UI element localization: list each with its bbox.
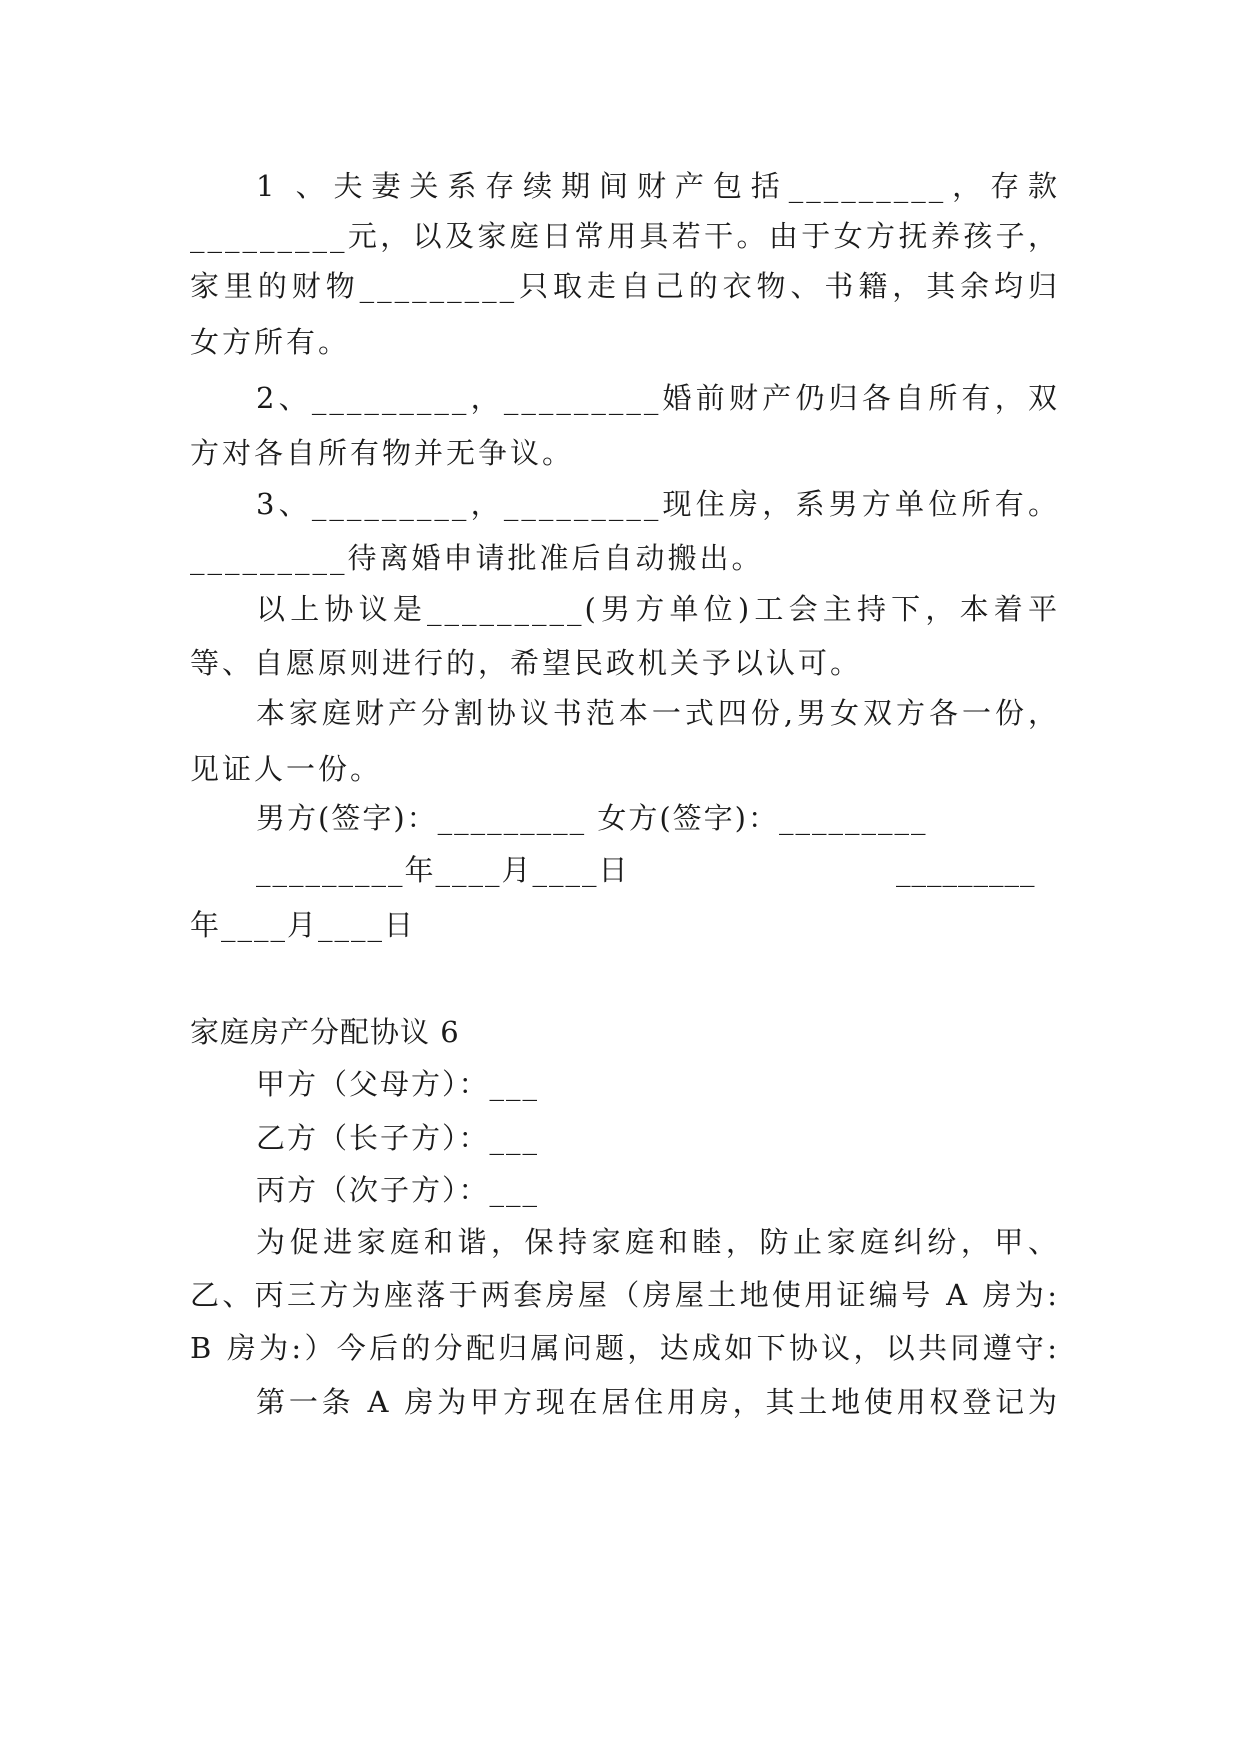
signature-line: 男方(签字)：_________ 女方(签字)：_________ [256,801,928,835]
text-line: 以上协议是_________(男方单位)工会主持下，本着平 [256,592,1060,626]
text-line: 3、_________，_________现住房，系男方单位所有。 [256,487,1060,521]
party-line: 甲方（父母方）：___ [256,1067,540,1101]
text-line: 乙、丙三方为座落于两套房屋（房屋土地使用证编号 A 房为: [190,1278,1060,1312]
text-line: 等、自愿原则进行的，希望民政机关予以认可。 [190,646,863,680]
text-line: 家里的财物_________只取走自己的衣物、书籍，其余均归 [190,269,1060,303]
text-line: 第一条 A 房为甲方现在居住用房，其土地使用权登记为 [256,1385,1060,1419]
text-line: _________元，以及家庭日常用具若干。由于女方抚养孩子， [190,219,1060,253]
text-line: 1 、夫妻关系存续期间财产包括_________，存款 [256,169,1060,203]
date-blank: _________ [896,853,1036,887]
text-line: 见证人一份。 [190,752,383,786]
text-line: 本家庭财产分割协议书范本一式四份,男女双方各一份， [256,696,1060,730]
text-line: 为促进家庭和谐，保持家庭和睦，防止家庭纠纷，甲、 [256,1225,1060,1259]
text-line: _________待离婚申请批准后自动搬出。 [190,541,764,575]
text-line: 2、_________，_________婚前财产仍归各自所有，双 [256,381,1060,415]
text-line: 方对各自所有物并无争议。 [190,436,575,470]
party-line: 丙方（次子方）：___ [256,1173,540,1207]
date-line: _________年____月____日 [256,853,630,887]
section-heading: 家庭房产分配协议 6 [190,1015,460,1049]
text-line: 女方所有。 [190,325,351,359]
party-line: 乙方（长子方）：___ [256,1121,540,1155]
date-line: 年____月____日 [190,908,416,942]
text-line: B 房为:）今后的分配归属问题，达成如下协议，以共同遵守: [190,1331,1060,1365]
